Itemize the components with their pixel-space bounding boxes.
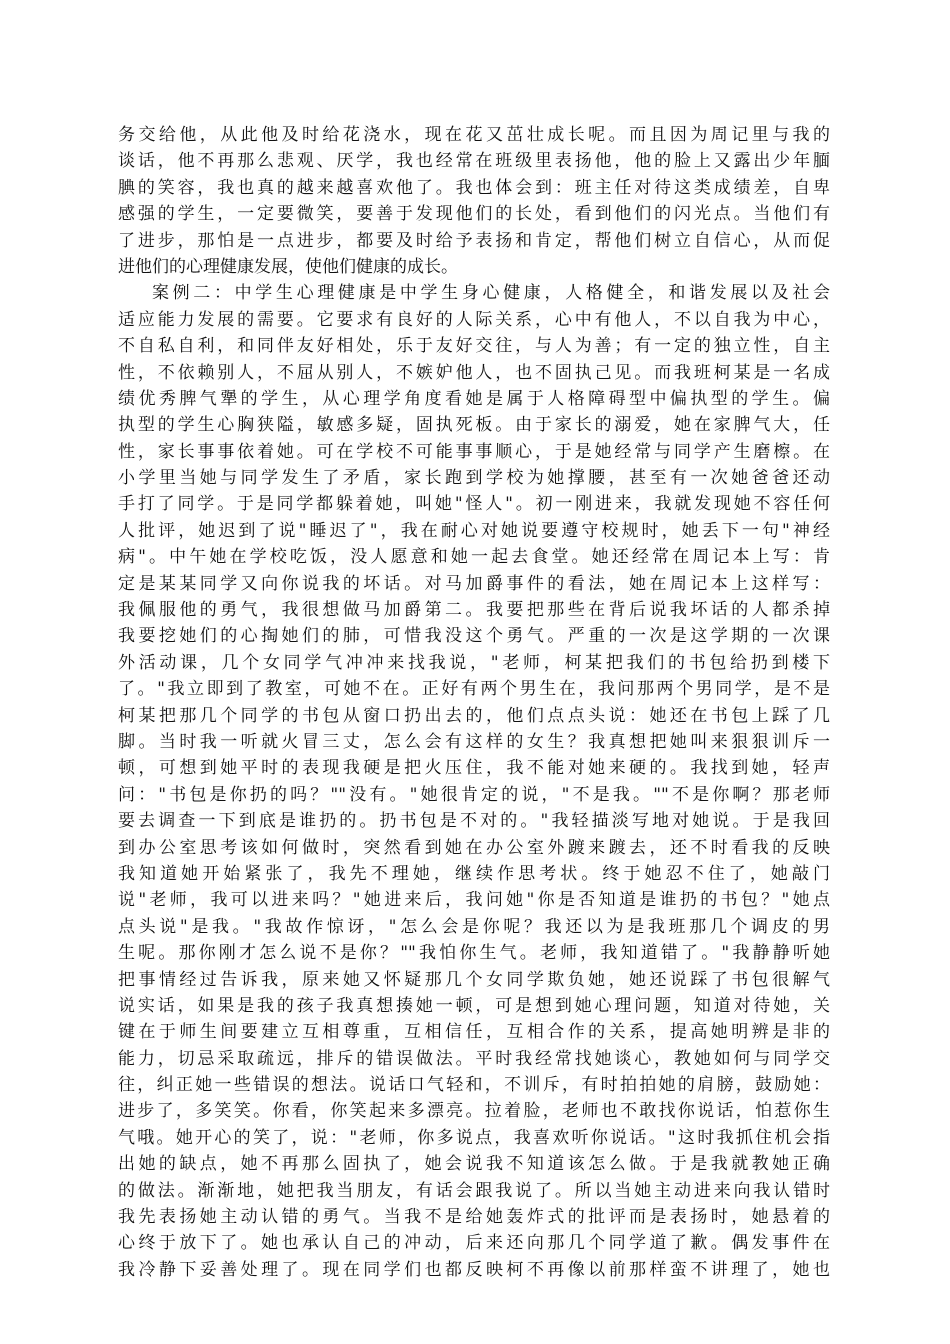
text-line: 出她的缺点，她不再那么固执了，她会说我不知道该怎么做。于是我就教她正确 <box>118 1154 830 1175</box>
text-line: 性，家长事事依着她。可在学校不可能事事顺心，于是她经常与同学产生磨檫。在 <box>118 441 830 462</box>
text-line: 的做法。渐渐地，她把我当朋友，有话会跟我说了。所以当她主动进来向我认错时 <box>118 1180 830 1201</box>
text-line: 了进步，那怕是一点进步，都要及时给予表扬和肯定，帮他们树立自信心，从而促 <box>118 230 830 251</box>
text-line: 把事情经过告诉我，原来她又怀疑那几个女同学欺负她，她还说踩了书包很解气 <box>118 969 830 990</box>
text-line: 性，不依赖别人，不屈从别人，不嫉妒他人，也不固执己见。而我班柯某是一名成 <box>118 362 830 383</box>
text-line: 小学里当她与同学发生了矛盾，家长跑到学校为她撑腰，甚至有一次她爸爸还动 <box>118 468 830 489</box>
text-line: 感强的学生，一定要微笑，要善于发现他们的长处，看到他们的闪光点。当他们有 <box>118 204 830 225</box>
text-line: 了。"我立即到了教室，可她不在。正好有两个男生在，我问那两个男同学，是不是 <box>118 679 830 700</box>
text-line: 我冷静下妥善处理了。现在同学们也都反映柯不再像以前那样蛮不讲理了，她也 <box>118 1259 830 1280</box>
text-line: 我先表扬她主动认错的勇气。当我不是给她轰炸式的批评而是表扬时，她悬着的 <box>118 1207 830 1228</box>
text-line: 键在于师生间要建立互相尊重，互相信任，互相合作的关系，提高她明辨是非的 <box>118 1022 830 1043</box>
text-line: 说"老师，我可以进来吗？"她进来后，我问她"你是否知道是谁扔的书包？"她点 <box>118 890 830 911</box>
text-line: 病"。中午她在学校吃饭，没人愿意和她一起去食堂。她还经常在周记本上写：肯 <box>118 547 830 568</box>
text-line: 顿，可想到她平时的表现我硬是把火压住，我不能对她来硬的。我找到她，轻声 <box>118 758 830 779</box>
text-line: 到办公室思考该如何做时，突然看到她在办公室外踱来踱去，还不时看我的反映 <box>118 837 830 858</box>
text-line: 人批评，她迟到了说"睡迟了"，我在耐心对她说要遵守校规时，她丢下一句"神经 <box>118 520 830 541</box>
text-line: 务交给他，从此他及时给花浇水，现在花又茁壮成长呢。而且因为周记里与我的 <box>118 125 830 145</box>
text-line: 手打了同学。于是同学都躲着她，叫她"怪人"。初一刚进来，我就发现她不容任何 <box>118 494 830 515</box>
text-line: 案例二：中学生心理健康是中学生身心健康，人格健全，和谐发展以及社会 <box>152 283 830 304</box>
text-line: 不自私自利，和同伴友好相处，乐于友好交往，与人为善；有一定的独立性，自主 <box>118 336 830 357</box>
text-line: 外活动课，几个女同学气冲冲来找我说，"老师，柯某把我们的书包给扔到楼下 <box>118 652 830 673</box>
body-text <box>118 122 830 1283</box>
text-line: 我佩服他的勇气，我很想做马加爵第二。我要把那些在背后说我坏话的人都杀掉 <box>118 600 830 621</box>
text-line: 心终于放下了。她也承认自己的冲动，后来还向那几个同学道了歉。偶发事件在 <box>118 1233 830 1254</box>
text-line: 进步了，多笑笑。你看，你笑起来多漂亮。拉着脸，老师也不敢找你说话，怕惹你生 <box>118 1101 830 1122</box>
text-line: 能力，切忌采取疏远，排斥的错误做法。平时我经常找她谈心，教她如何与同学交 <box>118 1048 830 1069</box>
text-line: 说实话，如果是我的孩子我真想揍她一顿，可是想到她心理问题，知道对待她，关 <box>118 995 830 1016</box>
text-line: 气哦。她开心的笑了，说："老师，你多说点，我喜欢听你说话。"这时我抓住机会指 <box>118 1127 830 1148</box>
text-line: 绩优秀脾气犟的学生，从心理学角度看她是属于人格障碍型中偏执型的学生。偏 <box>118 388 830 409</box>
text-line: 问："书包是你扔的吗？""没有。"她很肯定的说，"不是我。""不是你啊？那老师 <box>118 784 830 805</box>
text-line: 脚。当时我一听就火冒三丈，怎么会有这样的女生？我真想把她叫来狠狠训斥一 <box>118 731 830 752</box>
text-line: 定是某某同学又向你说我的坏话。对马加爵事件的看法，她在周记本上这样写： <box>118 573 830 594</box>
text-line: 适应能力发展的需要。它要求有良好的人际关系，心中有他人，不以自我为中心， <box>118 309 830 330</box>
text-line: 柯某把那几个同学的书包从窗口扔出去的，他们点点头说：她还在书包上踩了几 <box>118 705 830 726</box>
text-line: 点头说"是我。"我故作惊讶，"怎么会是你呢？我还以为是我班那几个调皮的男 <box>118 916 830 937</box>
text-line: 要去调查一下到底是谁扔的。扔书包是不对的。"我轻描淡写地对她说。于是我回 <box>118 811 830 832</box>
text-line: 进他们的心理健康发展，使他们健康的成长。 <box>118 256 458 277</box>
text-line: 谈话，他不再那么悲观、厌学，我也经常在班级里表扬他，他的脸上又露出少年腼 <box>118 151 830 172</box>
text-line: 生呢。那你刚才怎么说不是你？""我怕你生气。老师，我知道错了。"我静静听她 <box>118 943 830 964</box>
text-line: 我知道她开始紧张了，我先不理她，继续作思考状。终于她忍不住了，她敲门 <box>118 863 830 884</box>
text-line: 执型的学生心胸狭隘，敏感多疑，固执死板。由于家长的溺爱，她在家脾气大，任 <box>118 415 830 436</box>
text-line: 往，纠正她一些错误的想法。说话口气轻和，不训斥，有时拍拍她的肩膀，鼓励她： <box>118 1075 830 1096</box>
text-line: 我要挖她们的心掏她们的肺，可惜我没这个勇气。严重的一次是这学期的一次课 <box>118 626 830 647</box>
text-line: 腆的笑容，我也真的越来越喜欢他了。我也体会到：班主任对待这类成绩差，自卑 <box>118 177 830 198</box>
